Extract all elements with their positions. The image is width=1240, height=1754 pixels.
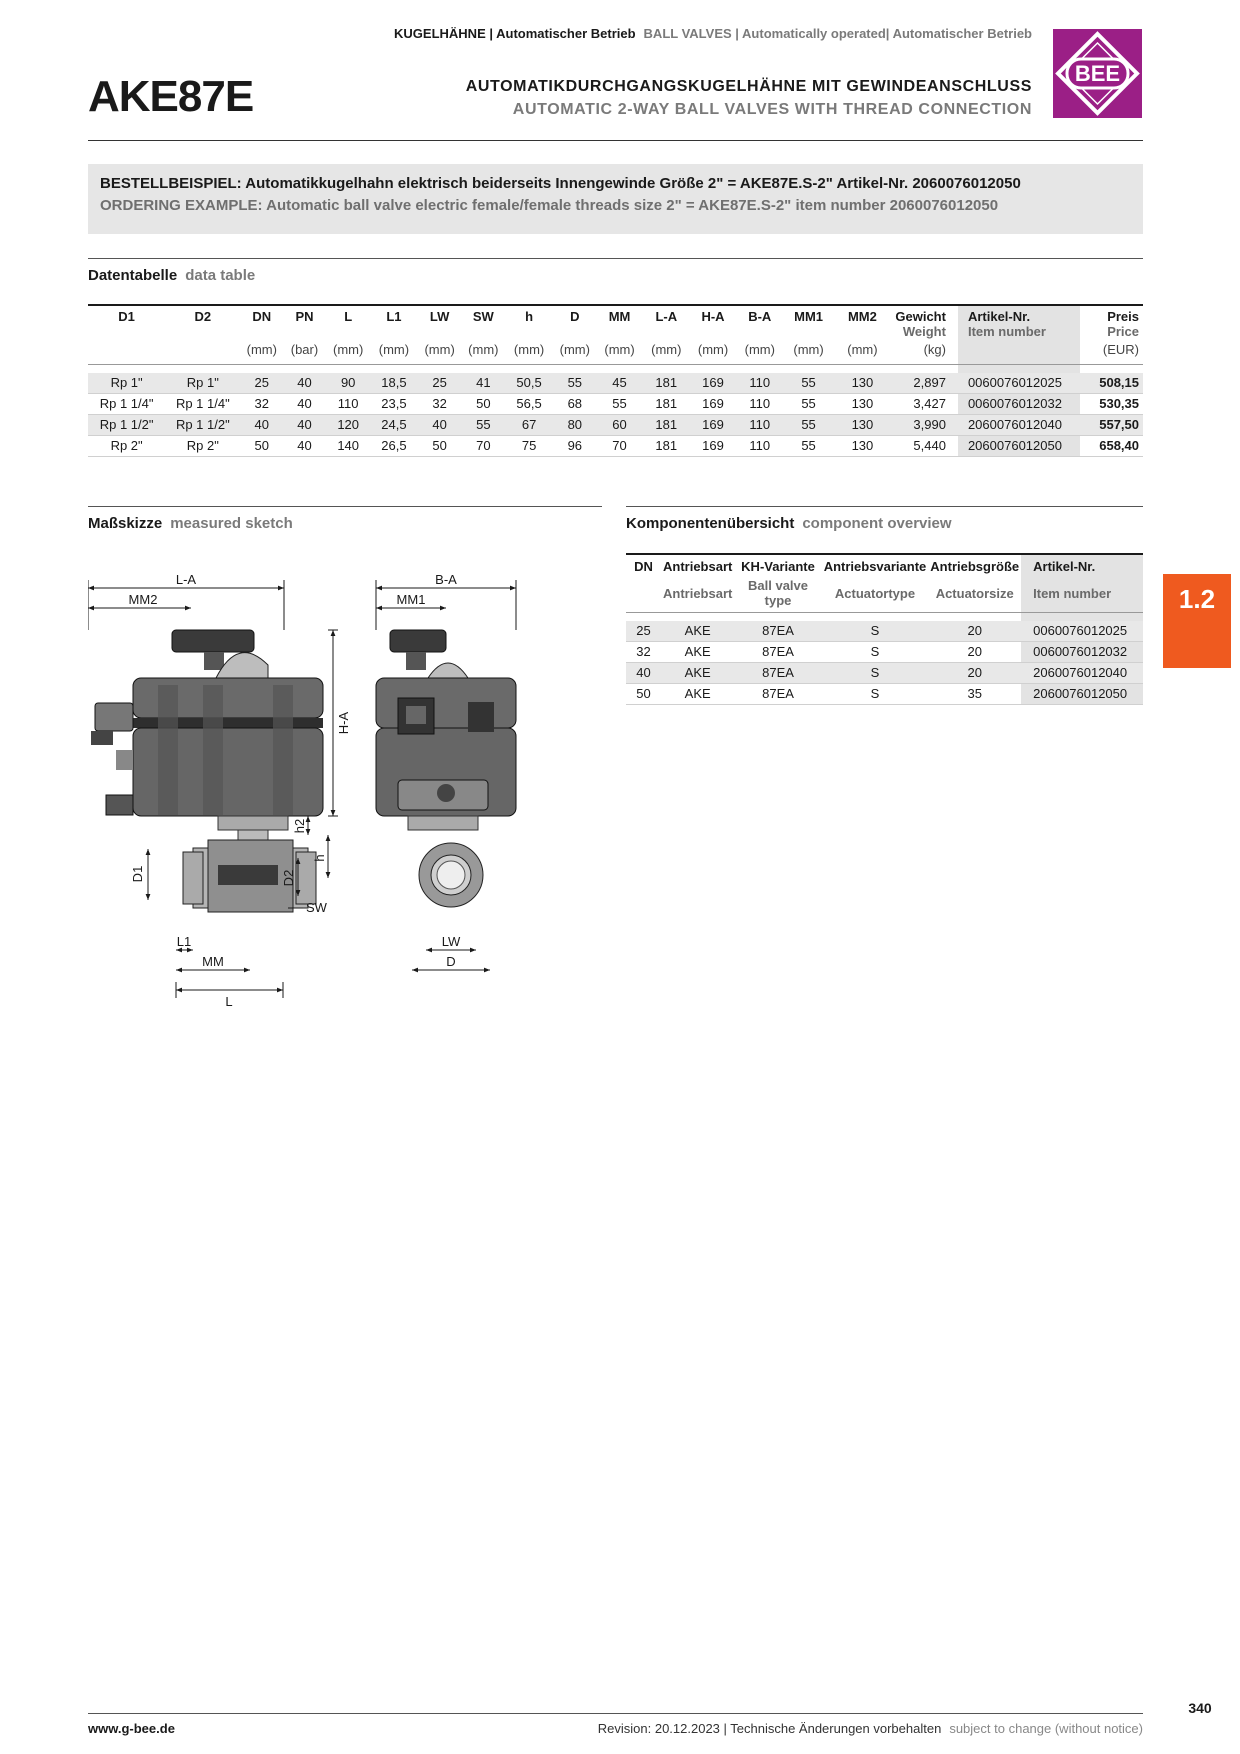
table-cell: 25 (417, 373, 462, 394)
table-cell: 32 (417, 394, 462, 415)
col-header-en (626, 575, 661, 613)
component-table (626, 553, 1143, 705)
col-header: DN (626, 554, 661, 575)
table-cell: Rp 2" (88, 436, 165, 457)
unit-cell: (mm) (690, 340, 737, 365)
table-cell: 110 (736, 436, 783, 457)
col-header: Artikel-Nr. (1021, 554, 1143, 575)
table-cell: 18,5 (371, 373, 418, 394)
component-table-body (626, 621, 1143, 705)
table-cell: 23,5 (371, 394, 418, 415)
col-header: PN (283, 305, 326, 340)
table-cell: 55 (783, 394, 834, 415)
table-cell: 169 (690, 394, 737, 415)
table-cell: S (822, 684, 929, 705)
table-cell: 24,5 (371, 415, 418, 436)
label-l: L (225, 994, 233, 1009)
table-cell: 80 (553, 415, 596, 436)
header-category (300, 26, 1032, 41)
component-heading-en: component overview (802, 515, 952, 532)
table-cell: 20 (928, 642, 1021, 663)
unit-cell: (EUR) (1080, 340, 1143, 365)
section-divider (88, 258, 1143, 259)
label-mm1: MM1 (396, 592, 426, 607)
footer-divider (88, 1713, 1143, 1714)
col-header: Antriebsart (661, 554, 734, 575)
table-cell: Rp 2" (165, 436, 240, 457)
table-cell: 140 (326, 436, 371, 457)
table-cell: 50 (462, 394, 505, 415)
col-header: Antriebsvariante (822, 554, 929, 575)
footer-revision (500, 1721, 1143, 1736)
col-header: B-A (736, 305, 783, 340)
table-cell: 130 (834, 415, 891, 436)
table-cell: Rp 1" (165, 373, 240, 394)
component-heading (626, 515, 952, 532)
label-l1: L1 (176, 934, 192, 949)
table-cell: 181 (643, 394, 690, 415)
col-header-en: Antriebsart (661, 575, 734, 613)
col-header-article (958, 305, 1080, 340)
table-cell: 2,897 (891, 373, 958, 394)
ordering-example-de: BESTELLBEISPIEL: Automatikkugelhahn elektrisch beiderseits Innengewinde Größe 2" = AKE87E.S-2" Artikel-Nr. 2060076012050 (100, 175, 1021, 192)
table-cell: 68 (553, 394, 596, 415)
table-cell: 40 (283, 394, 326, 415)
unit-cell: (mm) (643, 340, 690, 365)
table-row (88, 436, 1143, 457)
col-header: Antriebsgröße (928, 554, 1021, 575)
page-number: 340 (1188, 1700, 1212, 1716)
sketch-heading-de: Maßskizze (88, 515, 163, 532)
unit-cell: (mm) (834, 340, 891, 365)
table-cell: 2060076012040 (958, 415, 1080, 436)
table-cell: 2060076012050 (958, 436, 1080, 457)
col-header: L (326, 305, 371, 340)
chapter-tab[interactable]: 1.2 (1163, 574, 1231, 668)
unit-cell: (bar) (283, 340, 326, 365)
page-title-de: AUTOMATIKDURCHGANGSKUGELHÄHNE MIT GEWINDEANSCHLUSS (465, 78, 1032, 95)
table-cell: 530,35 (1080, 394, 1143, 415)
table-cell: 110 (736, 373, 783, 394)
label-mm2: MM2 (128, 592, 158, 607)
table-cell: 70 (596, 436, 643, 457)
unit-cell: (mm) (596, 340, 643, 365)
col-header: H-A (690, 305, 737, 340)
table-cell: 508,15 (1080, 373, 1143, 394)
table-cell: 75 (505, 436, 554, 457)
label-h: h (312, 854, 327, 862)
sketch-heading-en: measured sketch (170, 515, 293, 532)
table-cell: 40 (417, 415, 462, 436)
article-en: Item number (967, 324, 1046, 339)
table-cell: 110 (736, 394, 783, 415)
table-cell: 658,40 (1080, 436, 1143, 457)
table-cell: 5,440 (891, 436, 958, 457)
table-cell: 87EA (734, 642, 821, 663)
ordering-example-en: ORDERING EXAMPLE: Automatic ball valve electric female/female threads size 2" = AKE87E.S-2" item number 2060076012050 (100, 197, 999, 214)
table-cell: 55 (783, 373, 834, 394)
label-d: D (446, 954, 456, 969)
bee-logo-icon (1053, 29, 1142, 118)
table-cell: 25 (240, 373, 283, 394)
measured-sketch (88, 560, 578, 1040)
label-d2: D2 (281, 869, 296, 887)
label-la: L-A (175, 572, 197, 587)
col-header: L1 (371, 305, 418, 340)
col-header: L-A (643, 305, 690, 340)
table-cell: 87EA (734, 621, 821, 642)
table-cell: 50 (240, 436, 283, 457)
unit-cell: (mm) (417, 340, 462, 365)
label-ha: H-A (336, 711, 351, 735)
unit-cell (88, 340, 165, 365)
svg-text:BEE: BEE (1074, 61, 1121, 86)
table-row (626, 642, 1143, 663)
section-divider (626, 506, 1143, 507)
weight-de: Gewicht (895, 309, 946, 324)
bee-logo (1053, 29, 1142, 118)
category-de: KUGELHÄHNE | Automatischer Betrieb (394, 26, 636, 41)
table-cell: 50 (417, 436, 462, 457)
table-row (88, 394, 1143, 415)
unit-cell (958, 340, 1080, 365)
col-header-en: Actuatorsize (928, 575, 1021, 613)
category-en: BALL VALVES | Automatically operated| Automatischer Betrieb (643, 26, 1032, 41)
data-table-heading (88, 267, 255, 284)
price-de: Preis (1107, 309, 1139, 324)
label-mm: MM (202, 954, 224, 969)
table-cell: 96 (553, 436, 596, 457)
table-cell: 70 (462, 436, 505, 457)
table-cell: AKE (661, 642, 734, 663)
table-cell: 55 (783, 436, 834, 457)
revision-de: Revision: 20.12.2023 | Technische Änderungen vorbehalten (597, 1721, 942, 1736)
col-header: DN (240, 305, 283, 340)
table-cell: Rp 1" (88, 373, 165, 394)
table-cell: 0060076012032 (958, 394, 1080, 415)
col-header: MM1 (783, 305, 834, 340)
col-header-price (1080, 305, 1143, 340)
col-header: h (505, 305, 554, 340)
table-cell: 26,5 (371, 436, 418, 457)
table-cell: 40 (626, 663, 661, 684)
table-cell: 181 (643, 415, 690, 436)
table-cell: 0060076012025 (958, 373, 1080, 394)
section-divider (88, 506, 602, 507)
unit-cell: (mm) (783, 340, 834, 365)
article-de: Artikel-Nr. (967, 309, 1031, 324)
table-cell: 0060076012032 (1021, 642, 1143, 663)
table-cell: AKE (661, 621, 734, 642)
table-cell: 181 (643, 436, 690, 457)
table-cell: 55 (596, 394, 643, 415)
table-cell: 50,5 (505, 373, 554, 394)
model-title: AKE87E (88, 72, 254, 121)
table-cell: 45 (596, 373, 643, 394)
col-header-en: Ball valve type (734, 575, 821, 613)
table-cell: 169 (690, 373, 737, 394)
table-cell: 60 (596, 415, 643, 436)
table-row (626, 684, 1143, 705)
col-header-en: Actuatortype (822, 575, 929, 613)
table-cell: 2060076012040 (1021, 663, 1143, 684)
sketch-heading (88, 515, 293, 532)
table-cell: 3,427 (891, 394, 958, 415)
col-header-weight (891, 305, 958, 340)
unit-cell: (mm) (505, 340, 554, 365)
table-cell: 55 (553, 373, 596, 394)
label-ba: B-A (435, 572, 457, 587)
table-cell: 3,990 (891, 415, 958, 436)
table-cell: Rp 1 1/2" (88, 415, 165, 436)
table-cell: 110 (736, 415, 783, 436)
label-lw: LW (441, 934, 461, 949)
unit-cell: (mm) (326, 340, 371, 365)
revision-en: subject to change (without notice) (949, 1721, 1143, 1736)
table-cell: 20 (928, 621, 1021, 642)
table-cell: 87EA (734, 663, 821, 684)
table-cell: 120 (326, 415, 371, 436)
table-cell: Rp 1 1/4" (165, 394, 240, 415)
unit-cell: (mm) (371, 340, 418, 365)
table-cell: 25 (626, 621, 661, 642)
table-cell: S (822, 621, 929, 642)
data-table-heading-de: Datentabelle (88, 267, 178, 284)
data-table (88, 304, 1143, 457)
data-table-body (88, 373, 1143, 457)
table-cell: 40 (240, 415, 283, 436)
table-cell: S (822, 663, 929, 684)
side-view-drawing (376, 630, 516, 907)
unit-cell: (kg) (891, 340, 958, 365)
footer-url-link[interactable]: www.g-bee.de (88, 1721, 175, 1736)
table-cell: 32 (626, 642, 661, 663)
col-header: LW (417, 305, 462, 340)
col-header: MM (596, 305, 643, 340)
table-cell: 130 (834, 373, 891, 394)
unit-cell (165, 340, 240, 365)
col-header: SW (462, 305, 505, 340)
col-header: D1 (88, 305, 165, 340)
table-cell: 50 (626, 684, 661, 705)
table-cell: 130 (834, 394, 891, 415)
col-header: KH-Variante (734, 554, 821, 575)
table-cell: 20 (928, 663, 1021, 684)
table-cell: Rp 1 1/4" (88, 394, 165, 415)
table-cell: 32 (240, 394, 283, 415)
table-cell: 169 (690, 415, 737, 436)
price-en: Price (1107, 324, 1139, 339)
table-cell: 87EA (734, 684, 821, 705)
table-cell: 40 (283, 415, 326, 436)
table-cell: 557,50 (1080, 415, 1143, 436)
table-cell: 181 (643, 373, 690, 394)
table-cell: 90 (326, 373, 371, 394)
table-row (88, 415, 1143, 436)
table-cell: AKE (661, 684, 734, 705)
table-cell: 2060076012050 (1021, 684, 1143, 705)
table-row (626, 663, 1143, 684)
table-cell: S (822, 642, 929, 663)
label-h2: h2 (292, 818, 307, 834)
table-cell: 130 (834, 436, 891, 457)
data-table-heading-en: data table (185, 267, 256, 284)
label-d1: D1 (130, 865, 145, 883)
table-cell: 41 (462, 373, 505, 394)
col-header-en: Item number (1021, 575, 1143, 613)
table-cell: 110 (326, 394, 371, 415)
component-heading-de: Komponentenübersicht (626, 515, 795, 532)
header-divider (88, 140, 1143, 141)
unit-cell: (mm) (240, 340, 283, 365)
unit-cell: (mm) (462, 340, 505, 365)
label-sw: SW (306, 900, 327, 915)
col-header: MM2 (834, 305, 891, 340)
table-row (88, 373, 1143, 394)
table-cell: 55 (783, 415, 834, 436)
col-header: D (553, 305, 596, 340)
unit-cell: (mm) (553, 340, 596, 365)
table-cell: 56,5 (505, 394, 554, 415)
table-row (626, 621, 1143, 642)
table-cell: 35 (928, 684, 1021, 705)
unit-cell: (mm) (736, 340, 783, 365)
table-cell: 169 (690, 436, 737, 457)
table-cell: 67 (505, 415, 554, 436)
table-cell: Rp 1 1/2" (165, 415, 240, 436)
page-title-en: AUTOMATIC 2-WAY BALL VALVES WITH THREAD CONNECTION (512, 101, 1032, 118)
weight-en: Weight (902, 324, 946, 339)
table-cell: 40 (283, 373, 326, 394)
table-cell: 0060076012025 (1021, 621, 1143, 642)
table-cell: AKE (661, 663, 734, 684)
table-cell: 55 (462, 415, 505, 436)
col-header: D2 (165, 305, 240, 340)
table-cell: 40 (283, 436, 326, 457)
